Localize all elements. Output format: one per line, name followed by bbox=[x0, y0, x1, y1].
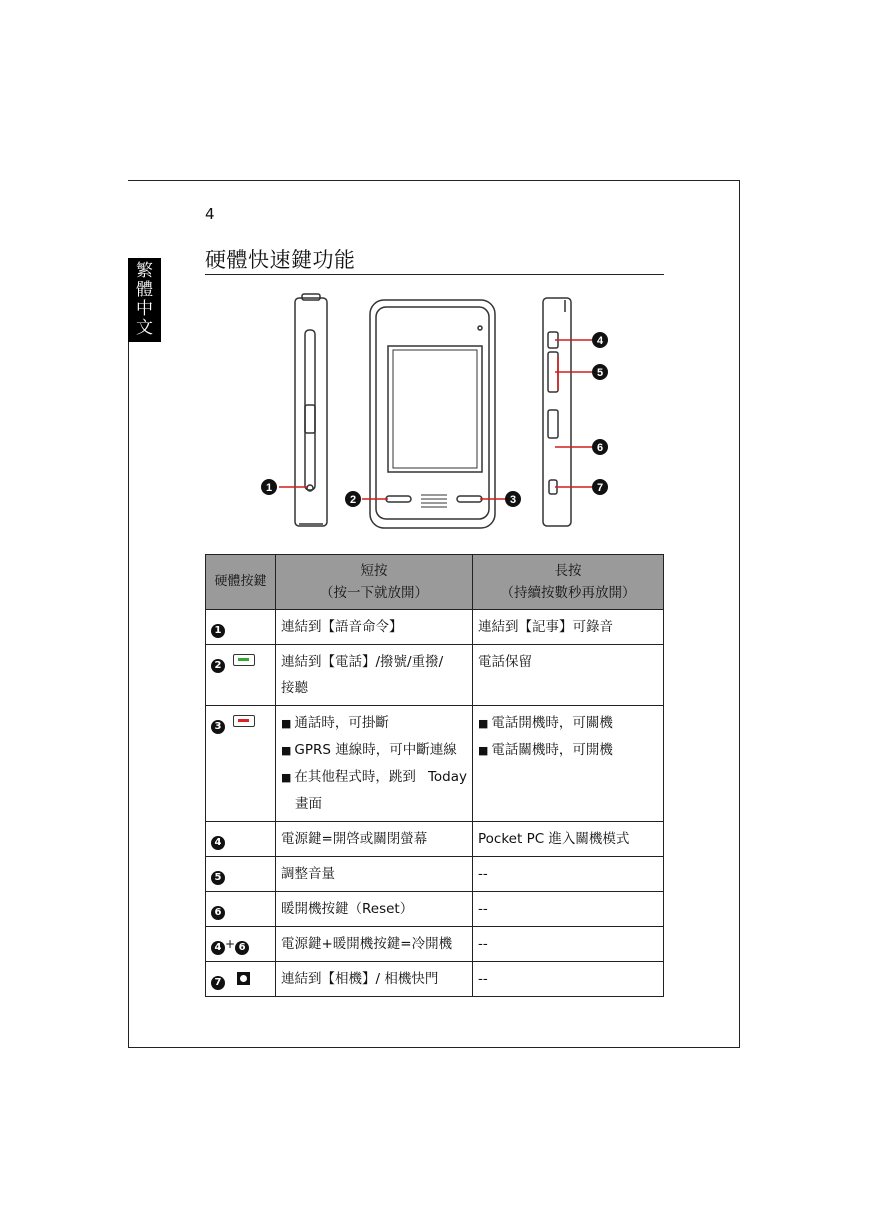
long-press-cell: -- bbox=[473, 962, 664, 997]
svg-text:1: 1 bbox=[265, 482, 273, 494]
key-cell bbox=[206, 706, 276, 822]
table-row bbox=[206, 892, 664, 927]
svg-text:3: 3 bbox=[509, 494, 517, 506]
long-press-cell: -- bbox=[473, 892, 664, 927]
short-press-cell: ■ 通話時，可掛斷 ■ GPRS 連線時，可中斷連線 ■ 在其他程式時，跳到 Today 畫面 bbox=[276, 706, 473, 822]
table-header-row bbox=[206, 555, 664, 610]
svg-text:6: 6 bbox=[596, 442, 604, 454]
key-cell bbox=[206, 645, 276, 706]
key-cell: 4 + 6 bbox=[206, 927, 276, 962]
key-number-4: 4 bbox=[211, 941, 225, 955]
bullet-square-icon: ■ bbox=[478, 717, 489, 730]
key-number-3: 3 bbox=[211, 720, 225, 734]
short-press-cell: 調整音量 bbox=[276, 857, 473, 892]
key-number-4: 4 bbox=[211, 836, 225, 850]
svg-text:2: 2 bbox=[349, 494, 357, 506]
page-frame-left-edge bbox=[128, 340, 129, 1048]
key-cell bbox=[206, 962, 276, 997]
device-illustration bbox=[250, 290, 620, 535]
table-row bbox=[206, 927, 664, 962]
table-row bbox=[206, 706, 664, 822]
device-front bbox=[370, 300, 495, 528]
bullet-square-icon: ■ bbox=[281, 771, 292, 784]
device-right-side bbox=[543, 298, 571, 526]
key-number-5: 5 bbox=[211, 871, 225, 885]
page-number: 4 bbox=[205, 205, 215, 223]
language-tab: 繁 體 中 文 bbox=[128, 258, 161, 342]
hardware-keys-table bbox=[205, 554, 664, 997]
long-press-cell: -- bbox=[473, 927, 664, 962]
short-press-cell: 連結到【相機】/ 相機快門 bbox=[276, 962, 473, 997]
long-press-cell: ■ 電話開機時，可關機 ■ 電話關機時，可開機 bbox=[473, 706, 664, 822]
heading-rule bbox=[205, 274, 664, 275]
key-cell bbox=[206, 857, 276, 892]
bullet-square-icon: ■ bbox=[478, 744, 489, 757]
key-cell bbox=[206, 892, 276, 927]
bullet-square-icon: ■ bbox=[281, 717, 292, 730]
key-number-7: 7 bbox=[211, 976, 225, 990]
device-left-side bbox=[295, 294, 327, 526]
call-button-icon bbox=[233, 654, 255, 666]
table-row bbox=[206, 645, 664, 706]
long-press-cell: Pocket PC 進入關機模式 bbox=[473, 822, 664, 857]
key-cell bbox=[206, 610, 276, 645]
table-row bbox=[206, 962, 664, 997]
svg-text:5: 5 bbox=[596, 367, 604, 379]
bullet-square-icon: ■ bbox=[281, 744, 292, 757]
key-number-1: 1 bbox=[211, 624, 225, 638]
svg-text:7: 7 bbox=[596, 482, 604, 494]
header-long-press: 長按 （持續按數秒再放開） bbox=[473, 555, 664, 610]
short-press-cell: 連結到【語音命令】 bbox=[276, 610, 473, 645]
section-heading: 硬體快速鍵功能 bbox=[205, 248, 356, 272]
short-press-cell: 暖開機按鍵（Reset） bbox=[276, 892, 473, 927]
key-number-2: 2 bbox=[211, 659, 225, 673]
table-row bbox=[206, 822, 664, 857]
short-press-cell: 電源鍵=開啓或關閉螢幕 bbox=[276, 822, 473, 857]
key-cell bbox=[206, 822, 276, 857]
table-row bbox=[206, 857, 664, 892]
end-call-button-icon bbox=[233, 715, 255, 727]
long-press-cell: -- bbox=[473, 857, 664, 892]
key-number-6: 6 bbox=[211, 906, 225, 920]
header-short-press: 短按 （按一下就放開） bbox=[276, 555, 473, 610]
short-press-cell: 電源鍵+暖開機按鍵=冷開機 bbox=[276, 927, 473, 962]
camera-icon bbox=[237, 972, 250, 985]
long-press-cell: 電話保留 bbox=[473, 645, 664, 706]
svg-text:4: 4 bbox=[596, 335, 604, 347]
table-row bbox=[206, 610, 664, 645]
short-press-cell: 連結到【電話】/撥號/重撥/ 接聽 bbox=[276, 645, 473, 706]
header-hardware-key: 硬體按鍵 bbox=[206, 555, 276, 610]
key-number-6: 6 bbox=[235, 941, 249, 955]
long-press-cell: 連結到【記事】可錄音 bbox=[473, 610, 664, 645]
